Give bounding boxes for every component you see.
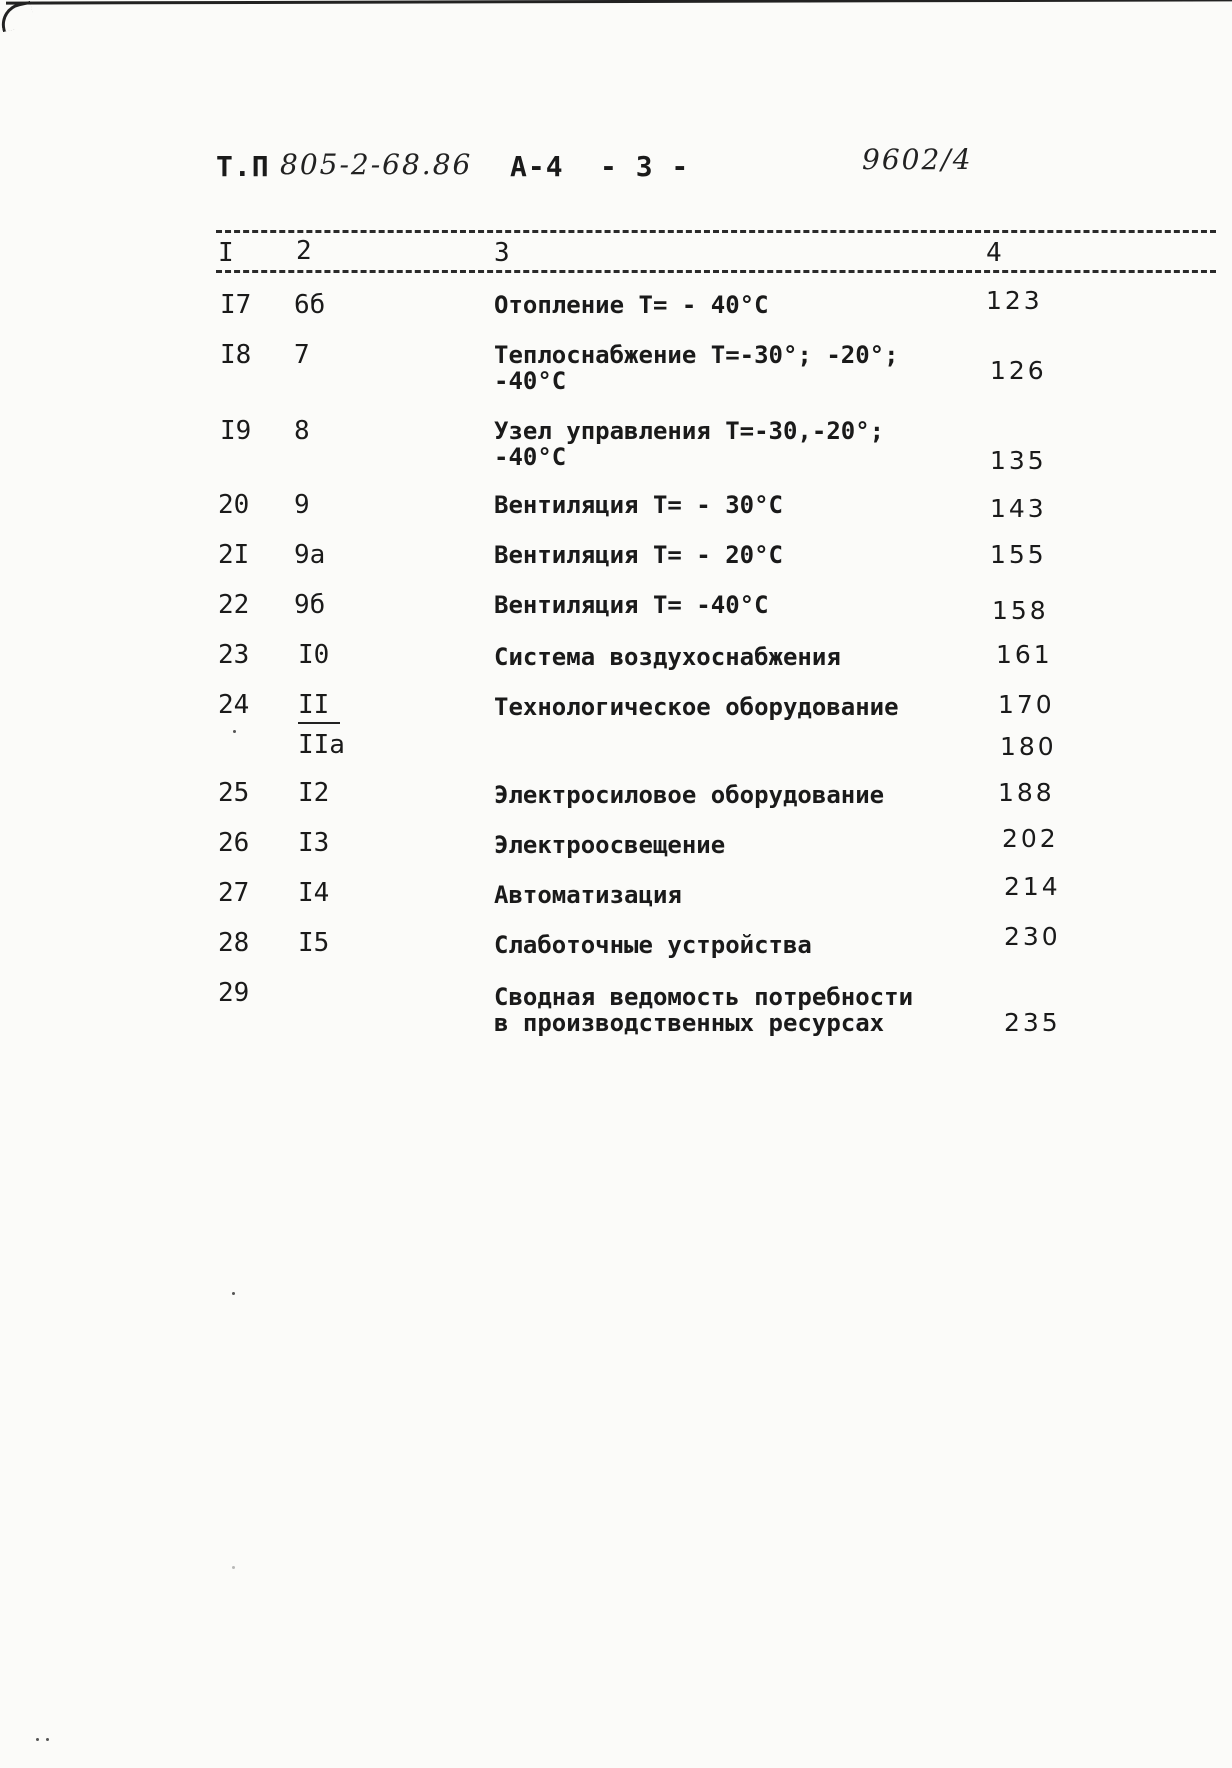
sheet-number: 6б: [294, 290, 326, 320]
column-header-1: I: [218, 238, 234, 268]
sheet-number: II: [298, 690, 340, 724]
ink-speck: [232, 1566, 235, 1569]
section-title: Электросиловое оборудование: [494, 781, 885, 809]
section-title: Электроосвещение: [494, 831, 726, 859]
section-title-cont: -40°С: [494, 443, 567, 471]
page-ref-alt: 180: [1000, 732, 1057, 761]
page-ref: 126: [990, 356, 1047, 385]
row-number: 23: [218, 640, 250, 670]
sheet-number: I4: [298, 878, 330, 908]
column-header-2: 2: [296, 236, 312, 266]
row-number: 29: [218, 978, 250, 1008]
section-title: Узел управления Т=-30,-20°;: [494, 417, 885, 445]
section-title: Отопление Т= - 40°С: [494, 291, 769, 319]
row-number: 22: [218, 590, 250, 620]
sheet-number: I2: [298, 778, 330, 808]
row-number: 25: [218, 778, 250, 808]
section-title: Автоматизация: [494, 881, 682, 909]
sheet-number: 9: [294, 490, 310, 520]
row-number: 2I: [218, 540, 250, 570]
section-title: Вентиляция Т= - 20°С: [494, 541, 783, 569]
sheet-number: I3: [298, 828, 330, 858]
doc-prefix: Т.П: [216, 150, 270, 183]
page-ref: 158: [992, 596, 1049, 625]
row-number: I9: [220, 416, 252, 446]
column-header-3: 3: [494, 238, 510, 268]
row-number: 26: [218, 828, 250, 858]
section-title-cont: -40°С: [494, 367, 567, 395]
row-number: I7: [220, 290, 252, 320]
section-title: Слаботочные устройства: [494, 931, 812, 959]
section-title: Технологическое оборудование: [494, 693, 899, 721]
column-header-4: 4: [986, 238, 1002, 268]
page-ref: 135: [990, 446, 1047, 475]
page-ref: 170: [998, 690, 1055, 719]
album-number: А-4: [510, 150, 564, 183]
ink-speck: [233, 730, 236, 733]
section-title-cont: в производственных ресурсах: [494, 1009, 885, 1037]
page-ref: 188: [998, 778, 1055, 807]
row-number: I8: [220, 340, 252, 370]
ink-speck: [232, 1292, 235, 1295]
page-top-edge: [6, 0, 1232, 13]
row-number: 28: [218, 928, 250, 958]
row-number: 24: [218, 690, 250, 720]
page-ref: 235: [1004, 1008, 1061, 1037]
table-header-rule: [216, 270, 1216, 273]
section-title: Вентиляция Т= - 30°С: [494, 491, 783, 519]
doc-code: 805-2-68.86: [280, 148, 473, 181]
page-ref: 202: [1002, 824, 1059, 853]
page-ref: 143: [990, 494, 1047, 523]
ink-speck: [46, 1738, 49, 1741]
inventory-number: 9602/4: [862, 143, 973, 176]
sheet-number: I5: [298, 928, 330, 958]
ink-speck: [36, 1738, 39, 1741]
row-number: 20: [218, 490, 250, 520]
sheet-number: 7: [294, 340, 310, 370]
section-title: Теплоснабжение Т=-30°; -20°;: [494, 341, 899, 369]
page-ref: 230: [1004, 922, 1061, 951]
sheet-number: 9б: [294, 590, 326, 620]
page-ref: 161: [996, 640, 1053, 669]
page-ref: 214: [1004, 872, 1061, 901]
table-top-rule: [216, 230, 1216, 233]
page-number: - 3 -: [600, 150, 690, 183]
section-title: Система воздухоснабжения: [494, 643, 841, 671]
page-ref: 123: [986, 286, 1043, 315]
row-number: 27: [218, 878, 250, 908]
section-title: Вентиляция Т= -40°С: [494, 591, 769, 619]
sheet-number: 8: [294, 416, 310, 446]
sheet-number: I0: [298, 640, 330, 670]
page-ref: 155: [990, 540, 1047, 569]
sheet-number-alt: IIа: [298, 730, 345, 760]
sheet-number: 9а: [294, 540, 326, 570]
section-title: Сводная ведомость потребности: [494, 983, 914, 1011]
